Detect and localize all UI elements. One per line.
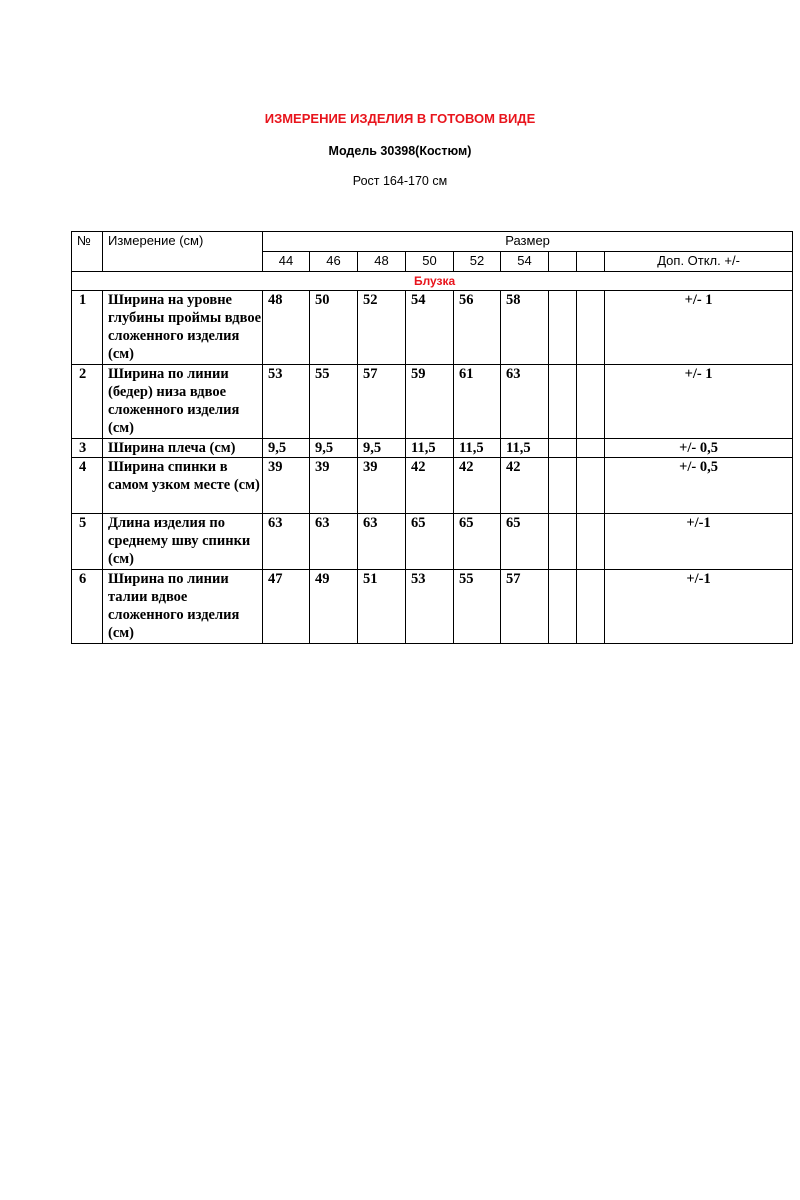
- row-tolerance: +/- 1: [605, 365, 793, 439]
- size-header-cell: 46: [310, 252, 358, 272]
- size-header-cell: [549, 252, 577, 272]
- row-value: 42: [454, 458, 501, 514]
- row-value: [577, 291, 605, 365]
- row-number: 6: [72, 570, 103, 644]
- header-number: №: [72, 232, 103, 272]
- row-value: [577, 458, 605, 514]
- height-range: Рост 164-170 см: [352, 174, 448, 188]
- row-value: [577, 570, 605, 644]
- document-title: ИЗМЕРЕНИЕ ИЗДЕЛИЯ В ГОТОВОМ ВИДЕ: [264, 111, 536, 126]
- row-value: 65: [454, 514, 501, 570]
- row-measure-name: Длина изделия по среднему шву спинки (см): [103, 514, 263, 570]
- row-tolerance: +/-1: [605, 570, 793, 644]
- row-value: 65: [501, 514, 549, 570]
- table-row: [72, 365, 793, 439]
- row-value: 59: [406, 365, 454, 439]
- row-value: 42: [501, 458, 549, 514]
- row-number: 3: [72, 439, 103, 458]
- row-value: 57: [501, 570, 549, 644]
- row-number: 2: [72, 365, 103, 439]
- row-value: 56: [454, 291, 501, 365]
- row-value: [549, 291, 577, 365]
- row-value: 54: [406, 291, 454, 365]
- row-value: 9,5: [263, 439, 310, 458]
- row-measure-name: Ширина плеча (см): [103, 439, 263, 458]
- row-value: 55: [454, 570, 501, 644]
- row-value: [549, 365, 577, 439]
- row-value: 55: [310, 365, 358, 439]
- measurement-table: [71, 231, 793, 644]
- row-value: [577, 439, 605, 458]
- header-tolerance: Доп. Откл. +/-: [605, 252, 793, 272]
- row-value: 58: [501, 291, 549, 365]
- row-tolerance: +/- 0,5: [605, 458, 793, 514]
- row-value: 51: [358, 570, 406, 644]
- row-value: 11,5: [454, 439, 501, 458]
- table-row: [72, 458, 793, 514]
- size-header-cell: 44: [263, 252, 310, 272]
- row-value: [549, 458, 577, 514]
- row-value: [549, 570, 577, 644]
- row-value: 63: [263, 514, 310, 570]
- row-measure-name: Ширина на уровне глубины проймы вдвое сложенного изделия (см): [103, 291, 263, 365]
- row-value: 57: [358, 365, 406, 439]
- table-row: [72, 514, 793, 570]
- row-tolerance: +/- 1: [605, 291, 793, 365]
- row-value: [577, 514, 605, 570]
- row-measure-name: Ширина по линии талии вдвое сложенного изделия (см): [103, 570, 263, 644]
- row-number: 5: [72, 514, 103, 570]
- table-row: [72, 570, 793, 644]
- section-label: Блузка: [72, 272, 793, 291]
- row-value: 42: [406, 458, 454, 514]
- row-value: 63: [358, 514, 406, 570]
- row-value: [577, 365, 605, 439]
- row-measure-name: Ширина спинки в самом узком месте (см): [103, 458, 263, 514]
- row-value: 11,5: [501, 439, 549, 458]
- row-value: 63: [501, 365, 549, 439]
- row-tolerance: +/- 0,5: [605, 439, 793, 458]
- header-measure: Измерение (см): [103, 232, 263, 272]
- table-row: [72, 291, 793, 365]
- row-value: 53: [263, 365, 310, 439]
- size-header-cell: 48: [358, 252, 406, 272]
- row-value: 39: [310, 458, 358, 514]
- model-name: Модель 30398(Костюм): [328, 144, 472, 158]
- row-value: 65: [406, 514, 454, 570]
- row-value: 61: [454, 365, 501, 439]
- row-value: 47: [263, 570, 310, 644]
- row-number: 1: [72, 291, 103, 365]
- row-value: 52: [358, 291, 406, 365]
- row-value: 9,5: [358, 439, 406, 458]
- row-value: [549, 514, 577, 570]
- size-header-cell: [577, 252, 605, 272]
- size-header-cell: 54: [501, 252, 549, 272]
- row-number: 4: [72, 458, 103, 514]
- header-size: Размер: [263, 232, 793, 252]
- row-value: 11,5: [406, 439, 454, 458]
- row-value: 49: [310, 570, 358, 644]
- row-value: 9,5: [310, 439, 358, 458]
- size-header-cell: 52: [454, 252, 501, 272]
- row-tolerance: +/-1: [605, 514, 793, 570]
- row-value: 63: [310, 514, 358, 570]
- row-value: 39: [263, 458, 310, 514]
- row-value: 39: [358, 458, 406, 514]
- row-value: [549, 439, 577, 458]
- row-value: 48: [263, 291, 310, 365]
- size-header-cell: 50: [406, 252, 454, 272]
- row-value: 53: [406, 570, 454, 644]
- row-value: 50: [310, 291, 358, 365]
- row-measure-name: Ширина по линии (бедер) низа вдвое сложенного изделия (см): [103, 365, 263, 439]
- table-row: [72, 439, 793, 458]
